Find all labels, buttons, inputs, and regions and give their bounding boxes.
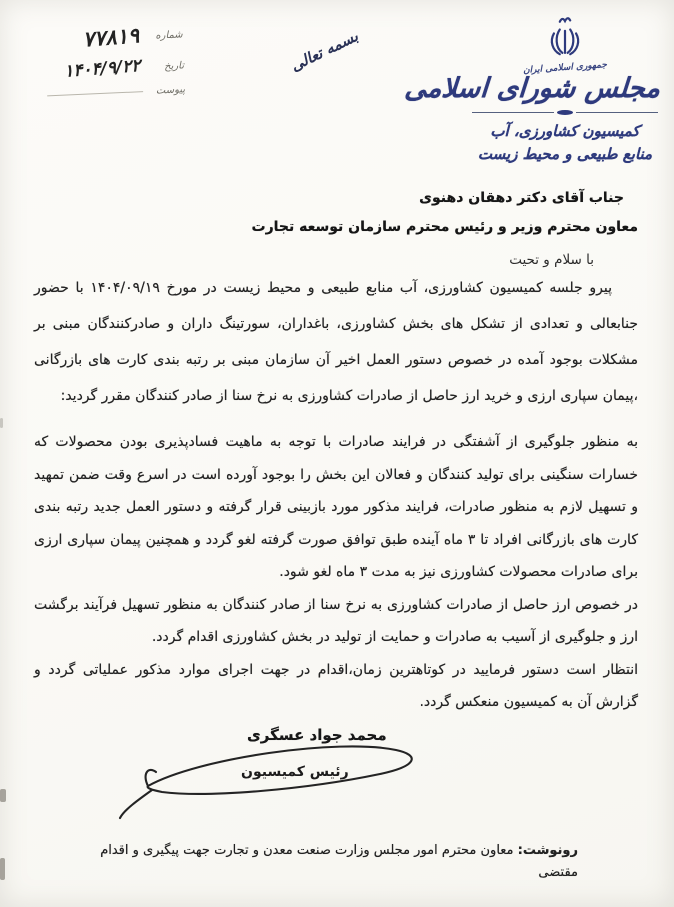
republic-of-iran-line: جمهوری اسلامی ایران: [522, 60, 608, 76]
salutation: با سلام و تحیت: [509, 252, 594, 268]
assembly-title: مجلس شورای اسلامی: [403, 73, 662, 104]
divider-line-left: [472, 112, 554, 113]
commission-name: [470, 120, 660, 165]
scan-edge-smudge: [0, 858, 5, 880]
scan-edge-smudge: [0, 418, 3, 428]
letterhead-divider: [472, 110, 658, 115]
recipient-title: معاون محترم وزیر و رئیس محترم سازمان توسعه تجارت: [251, 219, 638, 235]
divider-ornament: [557, 110, 573, 115]
registry-attachment-row: [17, 84, 185, 102]
registry-block: [14, 22, 185, 111]
registry-date-row: [16, 55, 185, 82]
attachment-blank-line: [47, 91, 143, 96]
registry-number-label: شماره: [155, 28, 183, 42]
registry-date-label: تاریخ: [163, 59, 185, 72]
letterhead: [403, 10, 662, 165]
cc-line: [66, 840, 578, 884]
cc-label: رونوشت:: [517, 843, 578, 858]
bismillah-inscription: بسمه تعالی: [287, 27, 361, 75]
registry-date-value: ۱۴۰۴/۹/۲۲: [63, 55, 141, 82]
body-paragraph-1: پیرو جلسه کمیسیون کشاورزی، آب منابع طبیعی و محیط زیست در مورخ ۱۴۰۴/۰۹/۱۹ با حضور جنابعالی و تعدادی از تشکل های بخش کشاورزی، باغداران، سورتینگ داران و صادرکنندگان مبنی بر مشکلات بوجود آمده در خصوص دستور العمل اخیر آن سازمان مبنی بر رتبه بندی کارت های بازرگانی ،پیمان سپاری ارزی و خرید ارز حاصل از صادرات کشاورزی به نرخ سنا از صادر کنندگان مقرر گردید:: [34, 280, 638, 404]
body-paragraph-3: در خصوص ارز حاصل از صادرات کشاورزی به نرخ سنا از صادر کنندگان به منظور تسهیل فرآیند برگشت ارز و جلوگیری از آسیب به صادرات و حمایت از تولید در بخش کشاورزی اقدام گردد.: [34, 596, 638, 645]
divider-line-right: [576, 112, 658, 113]
registry-number-row: [14, 22, 183, 53]
body-paragraph-4: انتظار است دستور فرمایید در کوتاهترین زمان،اقدام در جهت اجرای موارد مذکور عملیاتی گردد و گزارش آن به کمیسیون منعکس گردد.: [34, 661, 638, 710]
cc-text: معاون محترم امور مجلس وزارت صنعت معدن و تجارت جهت پیگیری و اقدام مقتضی: [100, 843, 578, 880]
registry-number-value: ۷۷۸۱۹: [81, 23, 140, 52]
letter-body: [34, 270, 638, 719]
signatory-name: محمد جواد عسگری: [247, 726, 387, 744]
commission-line-2: منابع طبیعی و محیط زیست: [477, 144, 653, 163]
registry-attachment-label: پیوست: [155, 84, 186, 97]
commission-line-1: کمیسیون کشاورزی، آب: [490, 122, 640, 141]
signatory-title: رئیس کمیسیون: [241, 764, 349, 780]
recipient-block: [252, 184, 639, 242]
recipient-name: جناب آقای دکتر دهقان دهنوی: [419, 190, 624, 206]
scan-edge-smudge: [0, 789, 6, 802]
body-paragraph-2: به منظور جلوگیری از آشفتگی در فرایند صادرات با توجه به ماهیت فسادپذیری بودن محصولات که خسارات سنگینی برای تولید کنندگان و فعالان این بخش را بوجود آورده است در اسرع وقت ضمن تمهید و تسهیل لازم به منظور صادرات، فرایند مذکور مورد بازبینی قرار گرفته و دستور العمل جدید رتبه بندی کارت های بازرگانی افراد تا ۳ ماه آینده طبق توافق صورت گرفته لغو گردد و همچنین پیمان سپاری ارزی برای صادرات محصولات کشاورزی نیز به مدت ۳ ماه لغو شود.: [34, 434, 638, 580]
iran-coat-of-arms-icon: [543, 10, 587, 62]
handwritten-signature: [118, 728, 448, 828]
